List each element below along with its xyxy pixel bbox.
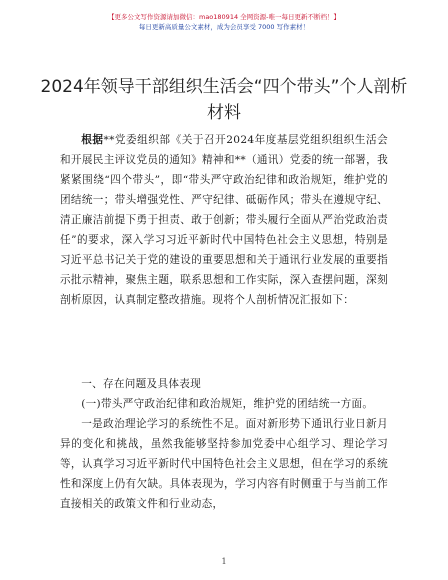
subsection-heading: (一)带头严守政治纪律和政治规矩，维护党的团结统一方面。	[81, 398, 374, 410]
section-heading: 一、存在问题及具体表现	[81, 378, 202, 390]
intro-lead: 根据	[81, 134, 104, 146]
document-title: 2024年领导干部组织生活会“四个带头”个人剖析材料	[40, 77, 408, 123]
intro-paragraph	[60, 130, 388, 374]
promo-banner-line-1: 【更多公文写作资源请加微信：mao180914 全网资源-唯一每日更新不断档！】	[107, 13, 341, 21]
intro-text: **党委组织部《关于召开2024年度基层党组织组织生活会和开展民主评议党员的通知》精神和**（通讯）党委的统一部署，我紧紧围绕“四个带头”，即“带头严守政治纪律和政治规矩，维护党的团结统一；带头增强党性、严守纪律、砥砺作风；带头在遵规守纪、清正廉洁前提下勇于担责、敢于创新；带头履行全面从严治党政治责任”的要求，深入学习习近平新时代中国特色社会主义思想，特别是习近平总书记关于党的建设的重要思想和关于通讯行业发展的重要指示批示精神，聚焦主题，联系思想和工作实际，深入查摆问题，深刻剖析原因，认真制定整改措施。现将个人剖析情况汇报如下：	[60, 134, 388, 306]
promo-banner-line-2: 每日更新高质量公文素材，成为会员享受 7000 写作素材！	[138, 23, 310, 31]
promo-banner	[0, 12, 448, 32]
body-paragraph: 一是政治理论学习的系统性不足。面对新形势下通讯行业日新月异的变化和挑战，虽然我能够坚持参加党委中心组学习、理论学习等，认真学习习近平新时代中国特色社会主义思想，但在学习的系统性和深度上仍有欠缺。具体表现为，学习内容有时侧重于与当前工作直接相关的政策文件和行业动态，	[60, 418, 388, 510]
page-number: 1	[221, 557, 227, 566]
document-body	[60, 130, 388, 574]
